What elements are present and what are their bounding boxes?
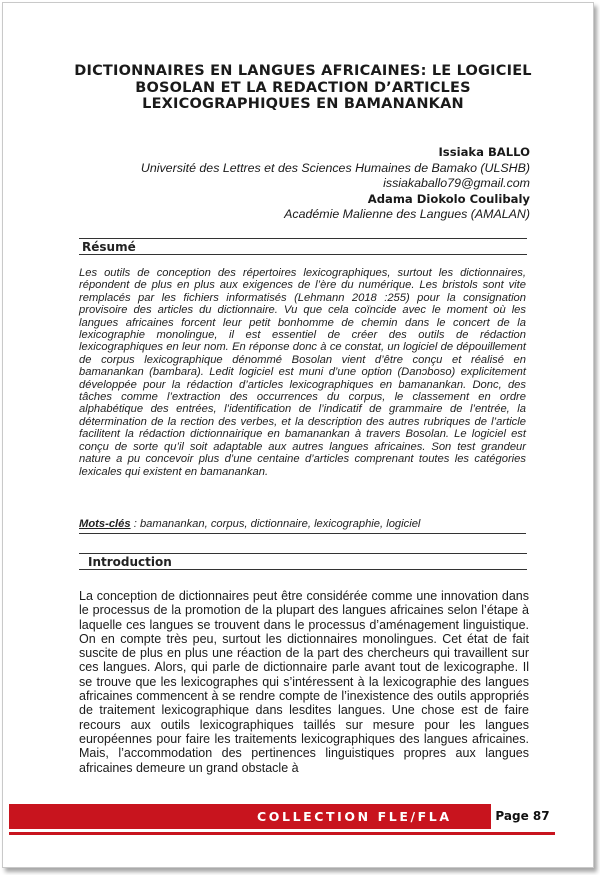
author-1-name: Issiaka BALLO <box>438 145 530 159</box>
abstract-heading: Résumé <box>79 238 527 255</box>
article-title: DICTIONNAIRES EN LANGUES AFRICAINES: LE LOGICIEL BOSOLAN ET LA REDACTION D’ARTICLES LEXICOGRAPHIQUES EN BAMANANKAN <box>74 63 532 112</box>
author-block <box>141 145 530 223</box>
author-2-institution: Académie Malienne des Langues (AMALAN) <box>284 207 530 222</box>
introduction-body: La conception de dictionnaires peut être considérée comme une innovation dans le processus de la promotion de la plupart des langues africaines selon l’étape à laquelle ces langues se trouvent dans le processus d’aménagement linguistique. On en compte très peu, surtout les dictionnaires monolingues. Cet état de fait suscite de plus en plus une réaction de la part des chercheurs qui travaillent sur ces langues. Alors, qui parle de dictionnaire parle avant tout de lexicographe. Il se trouve que les lexicographes qui s’intéressent à la lexicographie des langues africaines commencent à se rendre compte de l’inexistence des outils appropriés de traitement lexicographique dans lesdites langues. Une chose est de faire recours aux outils lexicographiques taillés sur mesure pour les langues européennes pour faire les traitements lexicographiques des langues africaines. Mais, l’accommodation des pertinences linguistiques propres aux langues africaines demeure un grand obstacle à <box>79 589 529 775</box>
footer-bar <box>9 804 491 829</box>
keywords-line <box>79 518 526 534</box>
introduction-heading: Introduction <box>79 553 527 570</box>
collection-label: COLLECTION FLE/FLA <box>257 809 452 824</box>
author-1-institution: Université des Lettres et des Sciences Humaines de Bamako (ULSHB) <box>140 160 530 175</box>
author-1-email[interactable]: issiakaballo79@gmail.com <box>383 176 530 191</box>
keywords-list: bamanankan, corpus, dictionnaire, lexicographie, logiciel <box>139 518 421 530</box>
keywords-separator: : <box>130 518 140 530</box>
document-page <box>2 2 594 868</box>
keywords-label: Mots-clés <box>79 518 131 530</box>
page-number: Page 87 <box>491 804 554 829</box>
footer-rule <box>9 832 555 835</box>
author-2-name: Adama Diokolo Coulibaly <box>367 191 530 206</box>
abstract-body: Les outils de conception des répertoires lexicographiques, surtout les dictionnaires, répondent de plus en plus aux exigences de l’ère du numérique. Les bristols sont vite remplacés par les fichiers informatisés (Lehmann 2018 :255) pour la consignation provisoire des articles du dictionnaire. Vu que cela coïncide avec le moment où les langues africaines forcent leur petit bonhomme de chemin dans le concert de la lexicographie monolingue, il est essentiel de créer des outils de rédaction lexicographiques en leur nom. En réponse donc à ce constat, un logiciel de dépouillement de corpus lexicographique dénommé Bosolan vient d’être conçu et réalisé en bamanankan (bambara). Ledit logiciel est muni d’une option (Danɔboso) explicitement développée pour la rédaction d’articles lexicographiques en bamanankan. Donc, des tâches comme l’extraction des occurrences du corpus, le classement en ordre alphabétique des entrées, l’identification de l’indicatif de grammaire de l’entrée, la détermination de la rection des verbes, et la description des autres rubriques de l’article facilitent la rédaction dictionnairique en bamanankan à travers Bosolan. Le logiciel est conçu de sorte qu’il soit adaptable aux autres langues africaines. Son test grandeur nature a pu concevoir plus d’une centaine d’articles comprenant toutes les catégories lexicales qui existent en bamanankan. <box>79 267 526 478</box>
